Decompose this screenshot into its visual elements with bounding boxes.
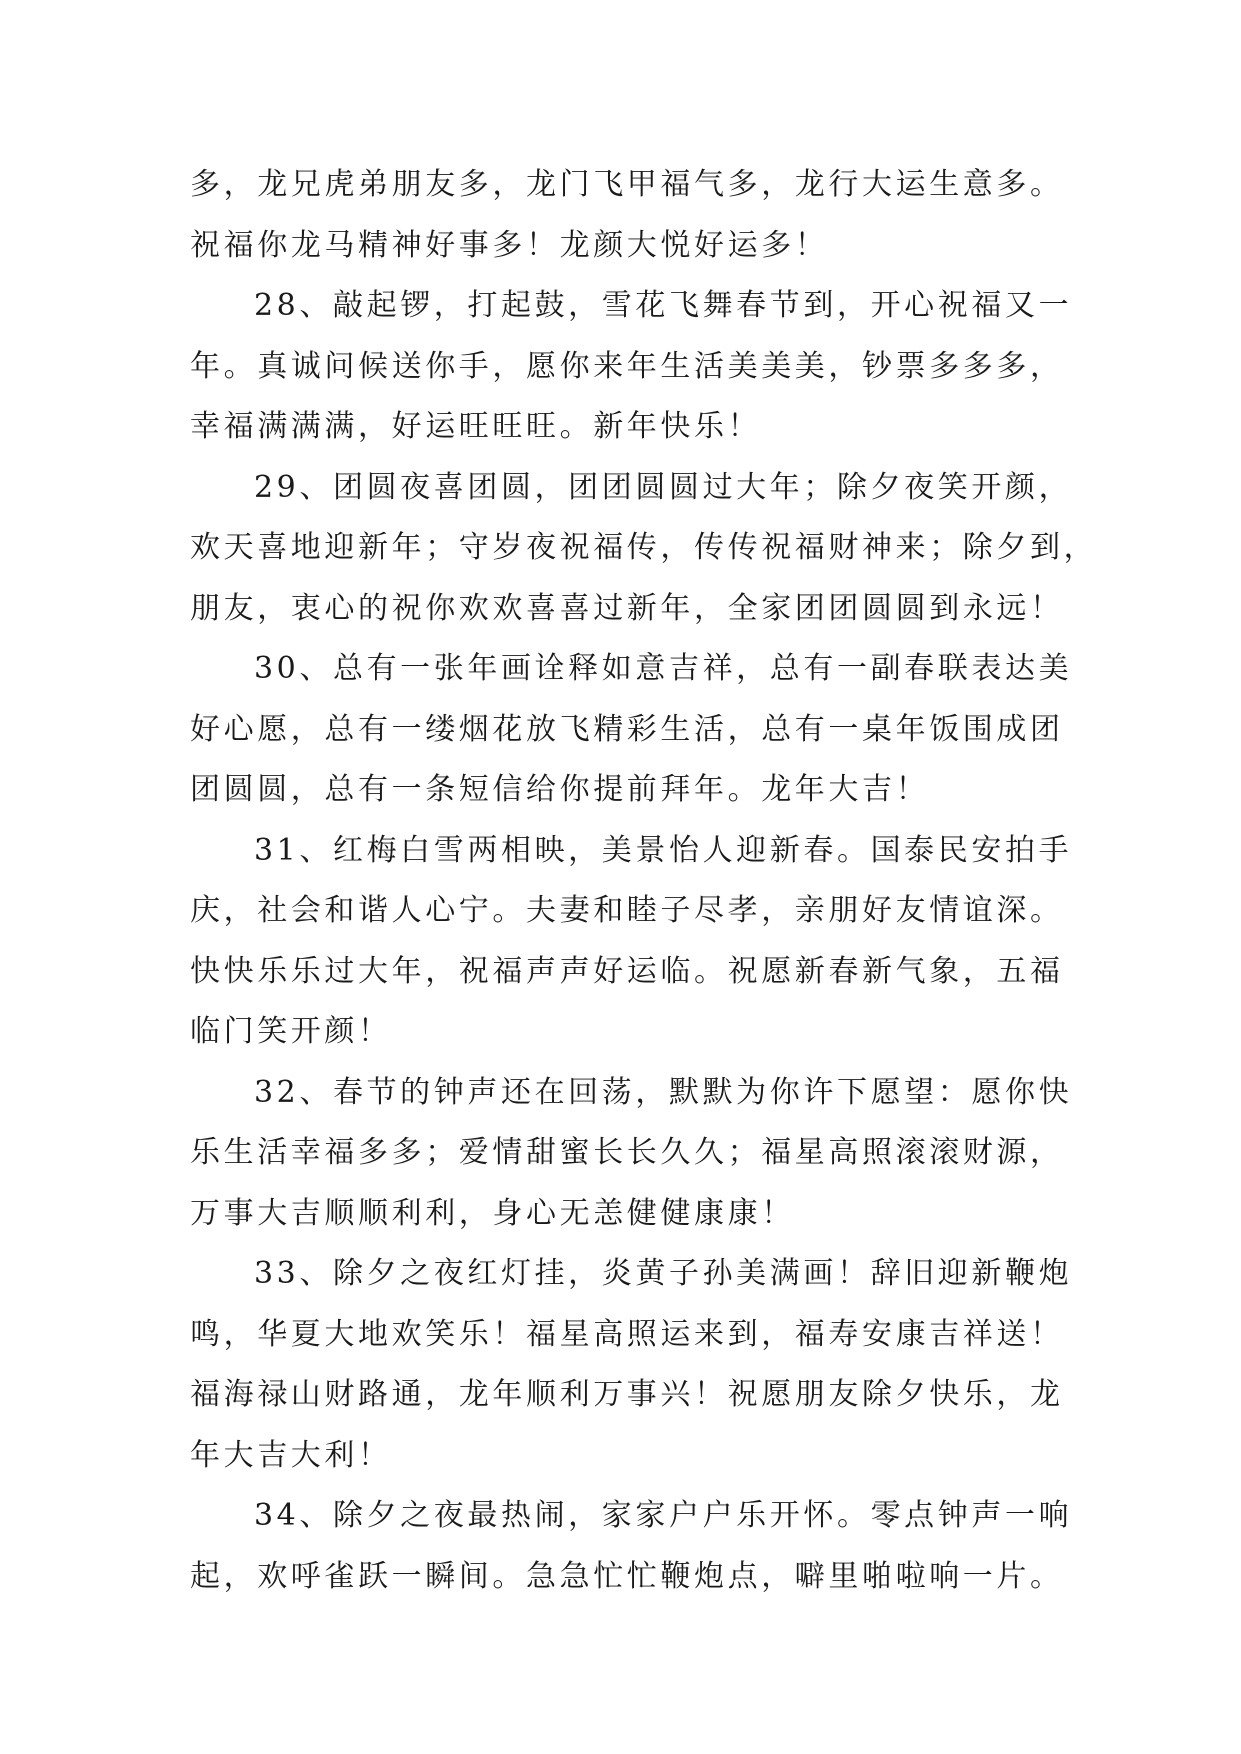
text-line: 起，欢呼雀跃一瞬间。急急忙忙鞭炮点，噼里啪啦响一片。	[190, 1558, 1064, 1594]
text-line: 快快乐乐过大年，祝福声声好运临。祝愿新春新气象，五福	[190, 953, 1064, 989]
text-line: 30、总有一张年画诠释如意吉祥，总有一副春联表达美	[254, 651, 1073, 686]
text-line: 34、除夕之夜最热闹，家家户户乐开怀。零点钟声一响	[254, 1498, 1073, 1533]
text-line: 幸福满满满，好运旺旺旺。新年快乐！	[190, 409, 762, 444]
text-line: 年大吉大利！	[190, 1437, 392, 1473]
paragraph-33	[190, 1244, 1073, 1486]
paragraph-34	[190, 1486, 1073, 1607]
document-body	[190, 155, 1098, 1607]
paragraph-32	[190, 1063, 1073, 1245]
text-line: 28、敲起锣，打起鼓，雪花飞舞春节到，开心祝福又一	[254, 288, 1073, 323]
text-line: 万事大吉顺顺利利，身心无恙健健康康！	[190, 1195, 795, 1231]
text-line: 多，龙兄虎弟朋友多，龙门飞甲福气多，龙行大运生意多。	[190, 167, 1064, 202]
paragraph-31	[190, 821, 1073, 1063]
paragraph-continued	[190, 155, 1070, 276]
paragraph-28	[190, 276, 1073, 458]
text-line: 庆，社会和谐人心宁。夫妻和睦子尽孝，亲朋好友情谊深。	[190, 893, 1064, 928]
text-line: 年。真诚问候送你手，愿你来年生活美美美，钞票多多多，	[190, 348, 1064, 384]
text-line: 临门笑开颜！	[190, 1014, 392, 1049]
paragraph-30	[190, 639, 1073, 821]
text-line: 好心愿，总有一缕烟花放飞精彩生活，总有一桌年饭围成团	[190, 711, 1064, 747]
text-line: 29、团圆夜喜团圆，团团圆圆过大年；除夕夜笑开颜，	[254, 469, 1073, 505]
text-line: 团圆圆，总有一条短信给你提前拜年。龙年大吉！	[190, 772, 930, 807]
text-line: 欢天喜地迎新年；守岁夜祝福传，传传祝福财神来；除夕到，	[190, 530, 1098, 565]
text-line: 乐生活幸福多多；爱情甜蜜长长久久；福星高照滚滚财源，	[190, 1135, 1064, 1170]
text-line: 32、春节的钟声还在回荡，默默为你许下愿望：愿你快	[254, 1074, 1073, 1110]
text-line: 鸣，华夏大地欢笑乐！福星高照运来到，福寿安康吉祥送！	[190, 1316, 1064, 1352]
text-line: 祝福你龙马精神好事多！龙颜大悦好运多！	[190, 227, 829, 263]
text-line: 朋友，衷心的祝你欢欢喜喜过新年，全家团团圆圆到永远！	[190, 590, 1064, 626]
text-line: 福海禄山财路通，龙年顺利万事兴！祝愿朋友除夕快乐，龙	[190, 1377, 1064, 1412]
text-line: 31、红梅白雪两相映，美景怡人迎新春。国泰民安拍手	[254, 832, 1073, 868]
text-line: 33、除夕之夜红灯挂，炎黄子孙美满画！辞旧迎新鞭炮	[254, 1256, 1073, 1291]
paragraph-29	[190, 458, 1098, 640]
